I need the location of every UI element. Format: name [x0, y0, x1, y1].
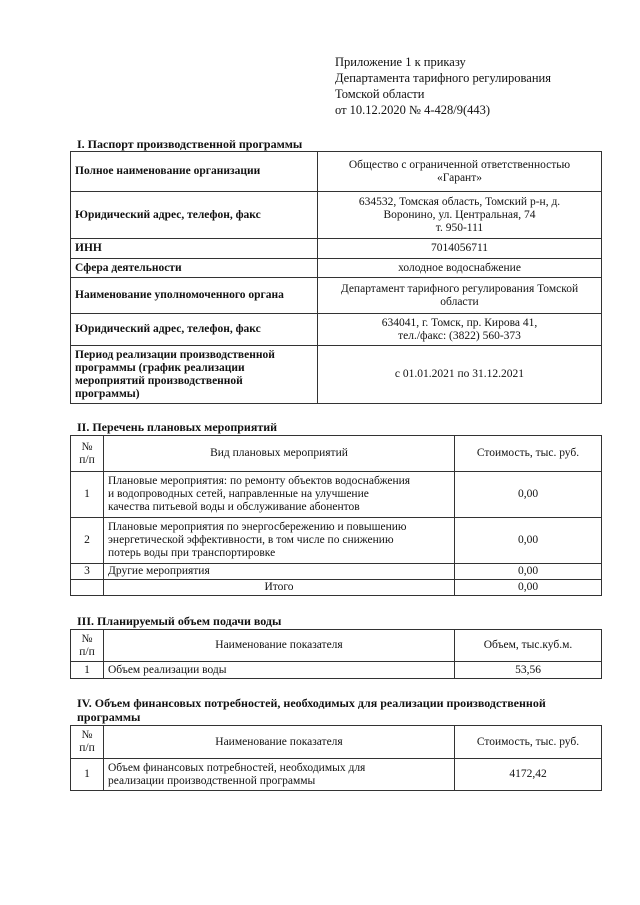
- row-num: 3: [71, 564, 104, 580]
- row-cost: 0,00: [455, 472, 602, 518]
- financial-needs-table: [70, 725, 602, 791]
- section-1-title: I. Паспорт производственной программы: [77, 137, 303, 151]
- table-row: [71, 518, 602, 564]
- col-header-num: № п/п: [71, 726, 104, 759]
- table-row: [71, 192, 602, 239]
- row-value: Департамент тарифного регулирования Томской области: [318, 278, 602, 314]
- section-3-title: III. Планируемый объем подачи воды: [77, 614, 282, 628]
- row-value: Общество с ограниченной ответственностью «Гарант»: [318, 152, 602, 192]
- table-row: [71, 564, 602, 580]
- table-row: [71, 278, 602, 314]
- table-row: [71, 152, 602, 192]
- row-name: Плановые мероприятия: по ремонту объектов водоснабжения и водопроводных сетей, направленные на улучшение качества питьевой воды и обслуживание абонентов: [104, 472, 455, 518]
- row-value: с 01.01.2021 по 31.12.2021: [318, 346, 602, 404]
- total-row: [71, 580, 602, 596]
- row-cost: 4172,42: [455, 759, 602, 791]
- row-value: 53,56: [455, 662, 602, 679]
- table-header-row: [71, 630, 602, 662]
- section-2-title: II. Перечень плановых мероприятий: [77, 420, 278, 434]
- col-header-name: Вид плановых мероприятий: [104, 436, 455, 472]
- col-header-cost: Стоимость, тыс. руб.: [455, 726, 602, 759]
- col-header-num: № п/п: [71, 436, 104, 472]
- row-label: Наименование уполномоченного органа: [71, 278, 318, 314]
- row-num: 1: [71, 759, 104, 791]
- row-value: 7014056711: [318, 239, 602, 259]
- row-name: Другие мероприятия: [104, 564, 455, 580]
- row-num: 2: [71, 518, 104, 564]
- section-4-title: IV. Объем финансовых потребностей, необходимых для реализации производственной программы: [77, 696, 546, 724]
- row-name: Объем реализации воды: [104, 662, 455, 679]
- total-label: Итого: [104, 580, 455, 596]
- col-header-name: Наименование показателя: [104, 726, 455, 759]
- water-supply-table: [70, 629, 602, 679]
- table-row: [71, 239, 602, 259]
- table-row: [71, 759, 602, 791]
- row-label: Период реализации производственной программы (график реализации мероприятий производственной программы): [71, 346, 318, 404]
- row-num: 1: [71, 472, 104, 518]
- order-header: [335, 54, 551, 118]
- row-value: 634041, г. Томск, пр. Кирова 41, тел./факс: (3822) 560-373: [318, 314, 602, 346]
- table-header-row: [71, 726, 602, 759]
- row-cost: 0,00: [455, 564, 602, 580]
- row-num: 1: [71, 662, 104, 679]
- table-row: [71, 259, 602, 278]
- row-label: ИНН: [71, 239, 318, 259]
- header-line-4: от 10.12.2020 № 4-428/9(443): [335, 103, 491, 117]
- row-label: Юридический адрес, телефон, факс: [71, 192, 318, 239]
- passport-table: [70, 151, 602, 404]
- row-name: Объем финансовых потребностей, необходимых для реализации производственной программы: [104, 759, 455, 791]
- col-header-num: № п/п: [71, 630, 104, 662]
- table-header-row: [71, 436, 602, 472]
- total-empty-cell: [71, 580, 104, 596]
- row-name: Плановые мероприятия по энергосбережению и повышению энергетической эффективности, в том числе по снижению потерь воды при транспортировке: [104, 518, 455, 564]
- row-cost: 0,00: [455, 518, 602, 564]
- row-label: Юридический адрес, телефон, факс: [71, 314, 318, 346]
- col-header-name: Наименование показателя: [104, 630, 455, 662]
- planned-activities-table: [70, 435, 602, 596]
- row-value: 634532, Томская область, Томский р-н, д. Воронино, ул. Центральная, 74 т. 950-111: [318, 192, 602, 239]
- total-value: 0,00: [455, 580, 602, 596]
- row-label: Полное наименование организации: [71, 152, 318, 192]
- row-label: Сфера деятельности: [71, 259, 318, 278]
- header-line-2: Департамента тарифного регулирования: [335, 71, 551, 85]
- header-line-3: Томской области: [335, 87, 425, 101]
- row-value: холодное водоснабжение: [318, 259, 602, 278]
- table-row: [71, 314, 602, 346]
- col-header-value: Объем, тыс.куб.м.: [455, 630, 602, 662]
- col-header-cost: Стоимость, тыс. руб.: [455, 436, 602, 472]
- table-row: [71, 662, 602, 679]
- header-line-1: Приложение 1 к приказу: [335, 55, 466, 69]
- table-row: [71, 472, 602, 518]
- table-row: [71, 346, 602, 404]
